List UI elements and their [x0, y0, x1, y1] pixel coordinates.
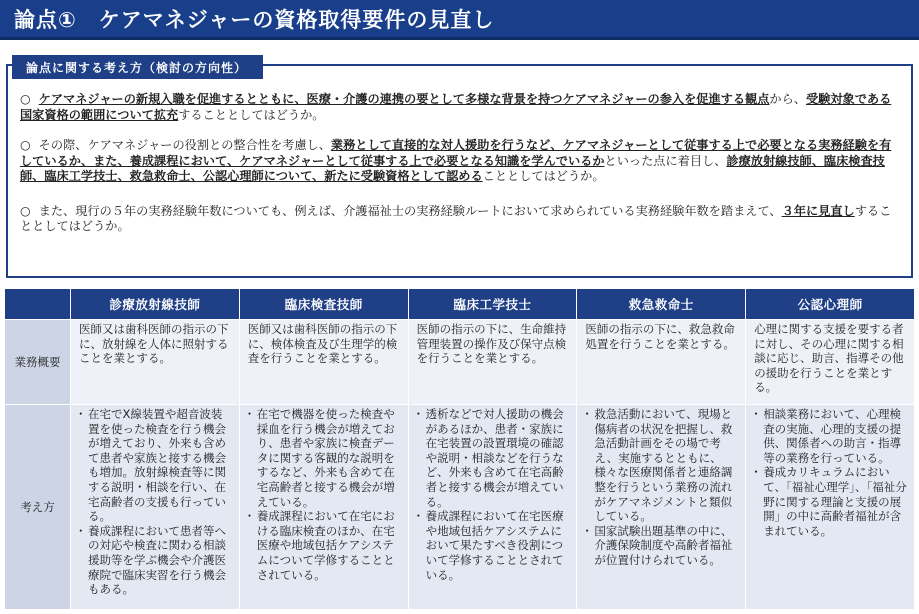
table-header-row	[5, 289, 915, 320]
bullet-item: ・ 在宅で機器を使った検査や採血を行う機会が増えており、患者や家族に検査データに関する客観的な説明をするなど、外来も含めて在宅高齢者と接する機会が増えている。	[248, 407, 402, 509]
bullet-item: ・ 在宅でX線装置や超音波装置を使った検査を行う機会が増えており、外来も含めて患者や家族と接する機会も増加。放射線検査等に関する説明・相談を行い、在宅高齢者の支援も行っている。	[79, 407, 233, 524]
column-header: 臨床工学技士	[408, 289, 577, 320]
title-bar	[0, 0, 919, 40]
point-text: その際、ケアマネジャーの役割との整合性を考慮し、	[38, 138, 331, 152]
bullet-item: ・ 相談業務において、心理検査の実施、心理的支援の提供、関係者への助言・指導等の業務を行っている。	[754, 407, 908, 465]
table-cell: 医師の指示の下に、救急救命処置を行うことを業とする。	[577, 320, 746, 405]
point-text: また、現行の５年の実務経験年数についても、例えば、介護福祉士の実務経験ルートにおいて求められている実務経験年数を踏まえて、	[38, 203, 782, 218]
table-cell	[71, 405, 240, 610]
table-corner	[5, 289, 71, 320]
table-cell: 医師又は歯科医師の指示の下に、放射線を人体に照射することを業とする。	[71, 320, 240, 405]
table-row	[5, 405, 915, 610]
emphasized-text: ３年に見直し	[781, 203, 855, 218]
point-paragraph	[20, 138, 894, 185]
emphasized-text: 診療放射線技師、臨床検査技師、臨床工学技士、救急救命士、公認心理師について、新たに受験資格として認める	[20, 153, 885, 183]
row-header: 考え方	[5, 405, 71, 610]
column-header: 臨床検査技師	[239, 289, 408, 320]
bullet-list	[79, 407, 233, 597]
emphasized-text: ケアマネジャーの新規入職を促進するとともに、医療・介護の連携の要として多様な背景を持つケアマネジャーの参入を促進する観点	[38, 92, 770, 106]
bullet-item: ・ 養成課程において患者等への対応や検査に関わる相談援助等を学ぶ機会や介護医療院で臨床実習を行う機会もある。	[79, 524, 233, 597]
column-header: 救急救命士	[577, 289, 746, 320]
point-text: といった点に着目し、	[604, 153, 727, 168]
section-label: 論点に関する考え方（検討の方向性）	[12, 55, 263, 79]
bullet-item: ・ 救急活動において、現場と傷病者の状況を把握し、救急活動計画をその場で考え、実施するとともに、様々な医療関係者と連絡調整を行うという業務の流れがケアマネジメントと類似している。	[585, 407, 739, 524]
page-title: 論点① ケアマネジャーの資格取得要件の見直し	[14, 7, 495, 32]
point-text: することとしてはどうか。	[20, 203, 892, 233]
table-cell	[408, 405, 577, 610]
column-header: 公認心理師	[746, 289, 915, 320]
emphasized-text: 業務として直接的な対人援助を行うなど、ケアマネジャーとして従事する上で必要となる実務経験を有しているか、また、養成課程において、ケアマネジャーとして従事する上で必要となる知識を学んでいるか	[20, 138, 892, 168]
bullet-item: ・ 養成課程において在宅における臨床検査のほか、在宅医療や地域包括ケアシステムについて学修することとされている。	[248, 509, 402, 582]
bullet-list	[417, 407, 571, 582]
table-cell	[746, 405, 915, 610]
table-cell	[239, 405, 408, 610]
point-paragraph	[20, 204, 894, 235]
qualification-table	[4, 288, 915, 610]
bullet-list	[585, 407, 739, 568]
circle-bullet-icon: ○	[20, 203, 31, 218]
circle-bullet-icon: ○	[20, 138, 31, 152]
point-paragraph	[20, 92, 894, 123]
point-text: こととしてはどうか。	[482, 169, 605, 183]
emphasized-text: 受験対象である国家資格の範囲について拡充	[20, 92, 892, 122]
column-header: 診療放射線技師	[71, 289, 240, 320]
table-cell	[577, 405, 746, 610]
bullet-list	[248, 407, 402, 582]
circle-bullet-icon: ○	[20, 92, 31, 106]
table-cell: 医師の指示の下に、生命維持管理装置の操作及び保守点検を行うことを業とする。	[408, 320, 577, 405]
bullet-item: ・ 透析などで対人援助の機会があるほか、患者・家族に在宅装置の設置環境の確認や説明・相談などを行うなど、外来も含めて在宅高齢者と接する機会が増えている。	[417, 407, 571, 509]
table-row	[5, 320, 915, 405]
table-cell: 心理に関する支援を要する者に対し、その心理に関する相談に応じ、助言、指導その他の援助を行うことを業とする。	[746, 320, 915, 405]
bullet-item: ・ 養成カリキュラムにおいて、「福祉心理学」、「福祉分野に関する理論と支援の展開」の中に高齢者福祉が含まれている。	[754, 465, 908, 538]
bullet-list	[754, 407, 908, 538]
table-cell: 医師又は歯科医師の指示の下に、検体検査及び生理学的検査を行うことを業とする。	[239, 320, 408, 405]
point-text: から、	[769, 92, 806, 106]
row-header: 業務概要	[5, 320, 71, 405]
discussion-points	[20, 92, 894, 235]
bullet-item: ・ 養成課程において在宅医療や地域包括ケアシステムにおいて果たすべき役割について学修することとされている。	[417, 509, 571, 582]
bullet-item: ・ 国家試験出題基準の中に、介護保険制度や高齢者福祉が位置付けられている。	[585, 524, 739, 568]
point-text: することとしてはどうか。	[178, 107, 325, 122]
